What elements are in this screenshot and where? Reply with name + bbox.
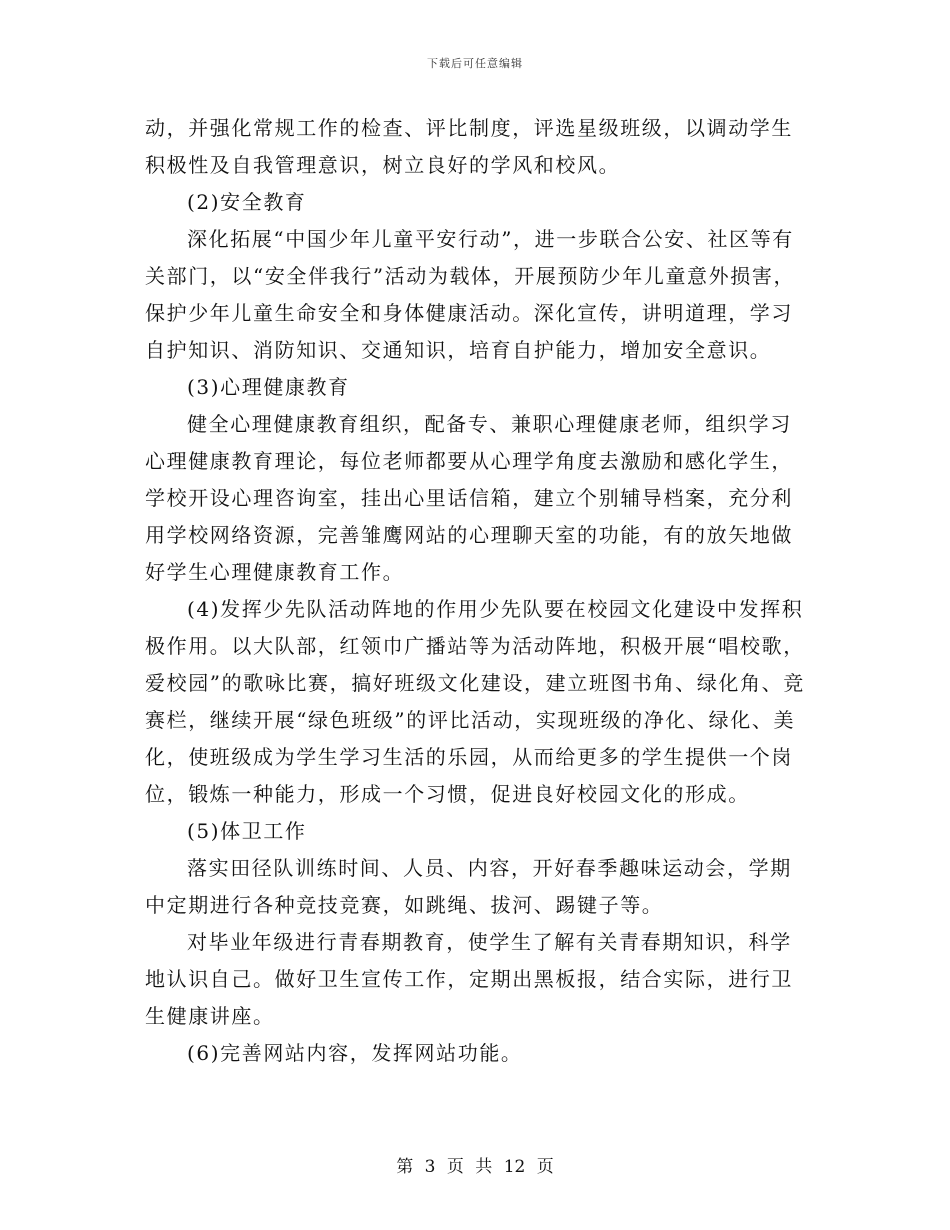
document-body [145,110,805,1072]
paragraph-sports: 落实田径队训练时间、人员、内容，开好春季趣味运动会，学期中定期进行各种竞技竞赛，如跳绳、拔河、踢键子等。 [145,856,792,917]
page-footer: 第 3 页 共 12 页 [396,1157,554,1177]
page-header: 下载后可任意编辑 [427,57,523,70]
paragraph-puberty-education: 对毕业年级进行青春期教育，使学生了解有关青春期知识，科学地认识自己。做好卫生宣传工作，定期出黑板报，结合实际，进行卫生健康讲座。 [145,930,793,1028]
section-heading-website: (6)完善网站内容，发挥网站功能。 [187,1041,523,1065]
section-heading-safety: (2)安全教育 [187,190,307,214]
section-heading-mental-health: (3)心理健康教育 [187,375,350,399]
paragraph-continuation: 动，并强化常规工作的检查、评比制度，评选星级班级，以调动学生积极性及自我管理意识，树立良好的学风和校风。 [145,116,793,177]
section-heading-sports-health: (5)体卫工作 [187,819,307,843]
paragraph-young-pioneers: (4)发挥少先队活动阵地的作用少先队要在校园文化建设中发挥积极作用。以大队部，红领巾广播站等为活动阵地，积极开展“唱校歌，爱校园”的歌咏比赛，搞好班级文化建设，建立班图书角、绿化角、竞赛栏，继续开展“绿色班级”的评比活动，实现班级的净化、绿化、美化，使班级成为学生学习生活的乐园，从而给更多的学生提供一个岗位，锻炼一种能力，形成一个习惯，促进良好校园文化的形成。 [145,597,805,806]
paragraph-mental-health: 健全心理健康教育组织，配备专、兼职心理健康老师，组织学习心理健康教育理论，每位老师都要从心理学角度去激励和感化学生，学校开设心理咨询室，挂出心里话信箱，建立个别辅导档案，充分利用学校网络资源，完善雏鹰网站的心理聊天室的功能，有的放矢地做好学生心理健康教育工作。 [145,412,793,584]
paragraph-safety: 深化拓展“中国少年儿童平安行动”，进一步联合公安、社区等有关部门，以“安全伴我行”活动为载体，开展预防少年儿童意外损害，保护少年儿童生命安全和身体健康活动。深化宣传，讲明道理，学习自护知识、消防知识、交通知识，培育自护能力，增加安全意识。 [145,227,796,362]
